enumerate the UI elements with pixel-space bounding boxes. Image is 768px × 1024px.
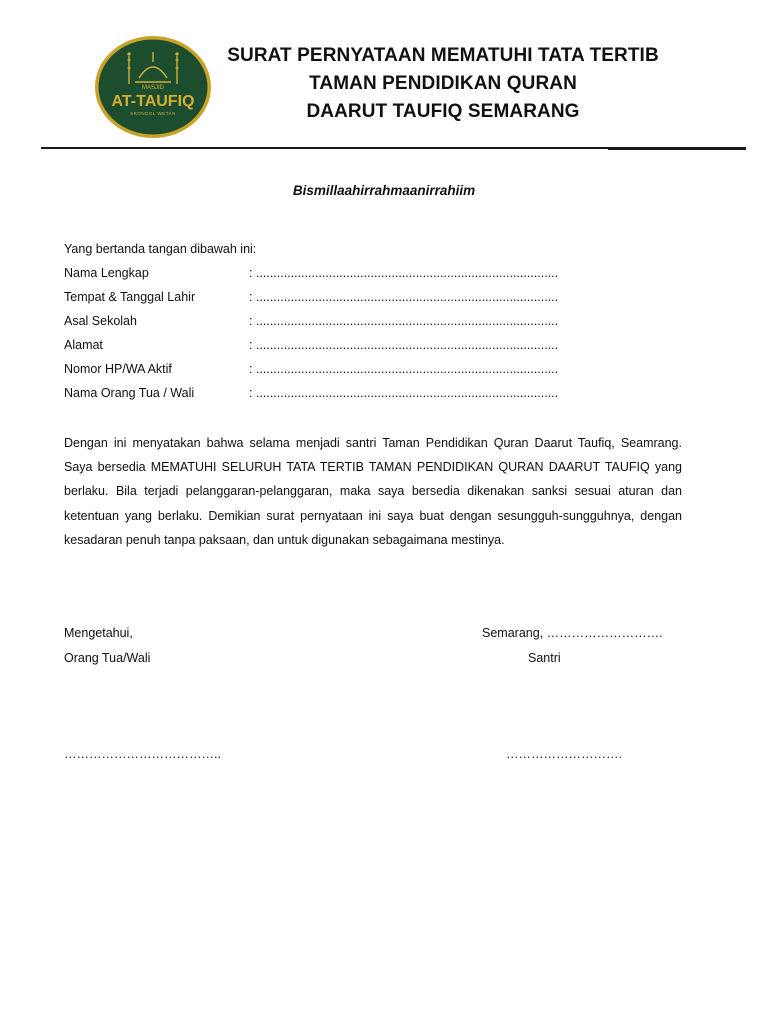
field-label: Asal Sekolah	[64, 314, 137, 328]
field-blank: : .......................................................................................	[249, 290, 559, 304]
header-divider-accent	[608, 149, 746, 150]
city-date-label: Semarang, ……………………….	[482, 626, 663, 640]
mosque-logo-icon	[93, 34, 213, 140]
title-line-1: SURAT PERNYATAAN MEMATUHI TATA TERTIB	[227, 45, 659, 66]
logo-top-text: MASJID	[141, 85, 165, 91]
student-label: Santri	[528, 651, 561, 665]
bismillah-heading: Bismillaahirrahmaanirrahiim	[292, 183, 476, 198]
field-blank: : .......................................................................................	[249, 338, 559, 352]
logo-name-text: AT-TAUFIQ	[111, 93, 195, 110]
field-blank: : .......................................................................................	[249, 266, 559, 280]
title-line-2: TAMAN PENDIDIKAN QURAN	[309, 73, 577, 94]
guardian-signature-line: ………………………………..	[64, 747, 221, 761]
field-label: Nama Lengkap	[64, 266, 149, 280]
field-label: Nama Orang Tua / Wali	[64, 386, 195, 400]
acknowledged-label: Mengetahui,	[64, 626, 133, 640]
field-blank: : .......................................................................................	[249, 386, 559, 400]
mosque-logo	[93, 34, 213, 140]
field-blank: : .......................................................................................	[249, 362, 559, 376]
intro-text: Yang bertanda tangan dibawah ini:	[64, 242, 257, 256]
student-signature-line: ……………………….	[506, 747, 622, 761]
field-blank: : .......................................................................................	[249, 314, 559, 328]
guardian-label: Orang Tua/Wali	[64, 651, 151, 665]
statement-paragraph: Dengan ini menyatakan bahwa selama menjadi santri Taman Pendidikan Quran Daarut Taufiq, Seamrang. Saya bersedia MEMATUHI SELURUH TATA TERTIB TAMAN PENDIDIKAN QURAN DAARUT TAUFIQ yang berlaku. Bila terjadi pelanggaran-pelanggaran, maka saya bersedia dikenakan sanksi sesuai aturan dan ketentuan yang berlaku. Demikian surat pernyataan ini saya buat dengan sesungguh-sungguhnya, dengan kesadaran penuh tanpa paksaan, dan untuk digunakan sebagaimana mestinya.	[64, 436, 682, 547]
field-label: Nomor HP/WA Aktif	[64, 362, 172, 376]
title-line-3: DAARUT TAUFIQ SEMARANG	[306, 101, 580, 122]
field-label: Alamat	[64, 338, 103, 352]
field-label: Tempat & Tanggal Lahir	[64, 290, 196, 304]
logo-bottom-text: SRONDOL WETAN	[130, 111, 176, 116]
